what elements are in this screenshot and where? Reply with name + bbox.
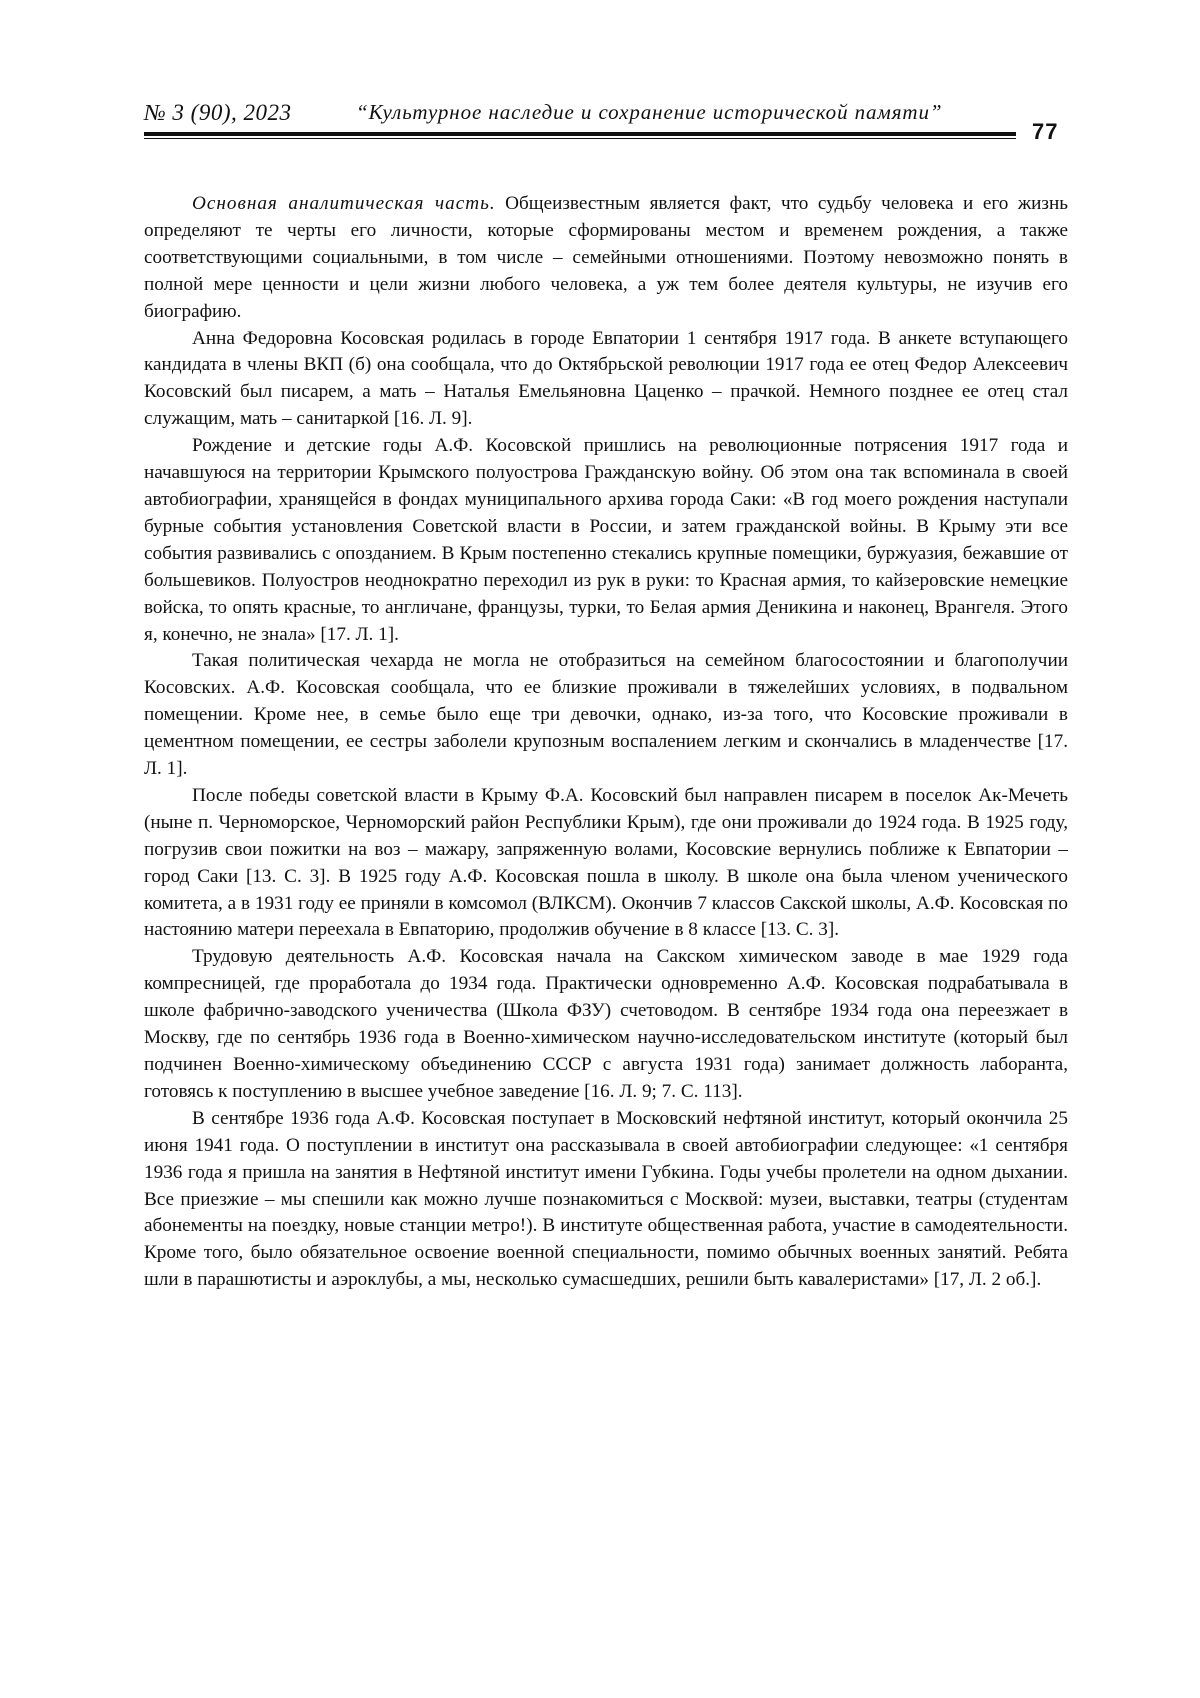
paragraph-6: Трудовую деятельность А.Ф. Косовская начала на Сакском химическом заводе в мае 1929 года компресницей, где проработала до 1934 года. Практически одновремен­но А.Ф. Косовская подрабатывала в школе фабрично-заводского ученичества (Школа ФЗУ) счетоводом. В сентябре 1934 года она переезжает в Москву, где по сентябрь 1936 года в Военно-химическом научно-исследовательском институте (который был подчинен Военно-химическому объединению СССР с августа 1931 года) занимает должность лаборанта, готовясь к поступлению в высшее учебное заведение [16. Л. 9; 7. С. 113]. (144, 944, 1068, 1105)
journal-title: “Культурное наследие и сохранение исторической памяти” (356, 100, 942, 125)
page-number: 77 (1032, 119, 1058, 145)
paragraph-7: В сентябре 1936 года А.Ф. Косовская поступает в Московский нефтяной инсти­тут, который окончила 25 июня 1941 года. О поступлении в институт она рассказывала в своей автобиографии следующее: «1 сентября 1936 года я пришла на занятия в Нефтяной институт имени Губкина. Годы учебы пролетели на одном дыхании. Все приезжие – мы спешили как можно лучше познакомиться с Москвой: музеи, выставки, театры (студентам абонементы на поездку, новые станции метро!). В институте обще­ственная работа, участие в самодеятельности. Кроме того, было обязательное осво­ение военной специальности, помимо обычных военных занятий. Ребята шли в пара­шютисты и аэроклубы, а мы, несколько сумасшедших, решили быть кавалеристами» [17, Л. 2 об.]. (144, 1106, 1068, 1294)
article-body (144, 191, 1068, 1294)
paragraph-5: После победы советской власти в Крыму Ф.А. Косовский был направлен писарем в поселок Ак-Мечеть (ныне п. Черноморское, Черноморский район Республики Крым), где они проживали до 1924 года. В 1925 году, погрузив свои пожитки на воз – мажару, запряженную волами, Косовские вернулись поближе к Евпатории – город Саки [13. С. 3]. В 1925 году А.Ф. Косовская пошла в школу. В школе она была членом ученического комитета, а в 1931 году ее приняли в комсомол (ВЛКСМ). Окончив 7 классов Сакской школы, А.Ф. Косовская по настоянию матери переехала в Евпаторию, продолжив обу­чение в 8 классе [13. С. 3]. (144, 783, 1068, 944)
paragraph-1 (144, 191, 1068, 326)
issue-number: № 3 (90), 2023 (144, 100, 292, 126)
section-lead-heading: Основная аналитическая часть. (192, 193, 496, 214)
paragraph-1-text: Общеизвестным является факт, что судьбу человека и его жизнь определяют те черты его личности, которые сформированы местом и временем рождения, а также соответствующими социальными, в том числе – семейными отношениями. Поэтому невозможно понять в полной мере ценности и цели жизни любого человека, а уж тем более деятеля культуры, не изучив его биографию. (144, 193, 1068, 322)
header-rule-thin (144, 138, 1016, 139)
paragraph-4: Такая политическая чехарда не могла не отобразиться на семейном благососто­янии и благополучии Косовских. А.Ф. Косовская сообщала, что ее близкие проживали в тяжелейших условиях, в подвальном помещении. Кроме нее, в семье было еще три девочки, однако, из-за того, что Косовские проживали в цементном помещении, ее сестры заболели крупозным воспалением легким и скончались в младенчестве [17. Л. 1]. (144, 648, 1068, 783)
header-rule-thick (144, 132, 1016, 136)
paragraph-2: Анна Федоровна Косовская родилась в городе Евпатории 1 сентября 1917 года. В анкете вступающего кандидата в члены ВКП (б) она сообщала, что до Октябрьской революции 1917 года ее отец Федор Алексеевич Косовский был писарем, а мать – Наталья Емельяновна Цаценко – прачкой. Немного позднее ее отец стал служащим, мать – санитаркой [16. Л. 9]. (144, 326, 1068, 434)
paragraph-3: Рождение и детские годы А.Ф. Косовской пришлись на революционные потрясе­ния 1917 года и начавшуюся на территории Крымского полуострова Гражданскую войну. Об этом она так вспоминала в своей автобиографии, хранящейся в фондах муници­пального архива города Саки: «В год моего рождения наступали бурные события установления Советской власти в России, и затем гражданской войны. В Крыму эти все события развивались с опозданием. В Крым постепенно стекались крупные поме­щики, буржуазия, бежавшие от большевиков. Полуостров неоднократно переходил из рук в руки: то Красная армия, то кайзеровские немецкие войска, то опять красные, то англичане, французы, турки, то Белая армия Деникина и наконец, Врангеля. Этого я, конечно, не знала» [17. Л. 1]. (144, 433, 1068, 648)
journal-page (0, 0, 1200, 1698)
